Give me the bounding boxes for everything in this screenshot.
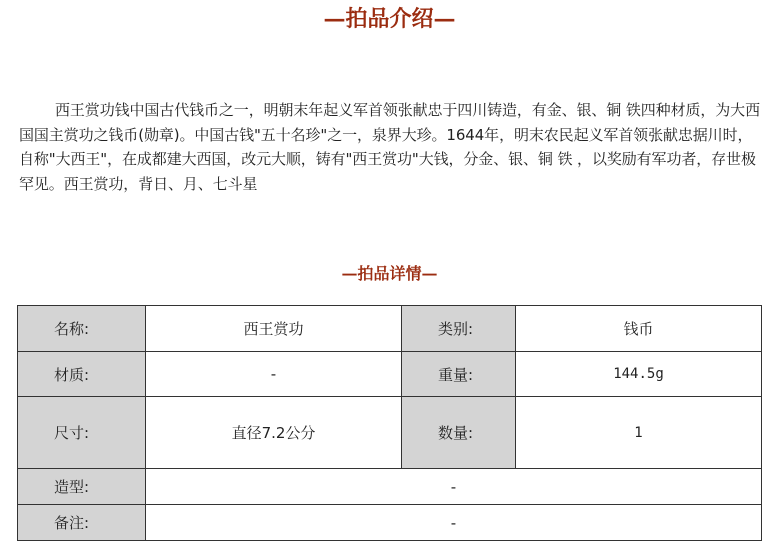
weight-label: 重量: [402, 352, 516, 397]
details-table [17, 305, 762, 541]
shape-label: 造型: [18, 469, 146, 505]
intro-section-title: —拍品介绍— [323, 6, 456, 32]
category-label: 类别: [402, 306, 516, 352]
size-value: 直径7.2公分 [146, 397, 402, 469]
detail-section-title: —拍品详情— [341, 264, 438, 283]
table-row [18, 352, 762, 397]
quantity-label: 数量: [402, 397, 516, 469]
quantity-value: 1 [516, 397, 762, 469]
size-label: 尺寸: [18, 397, 146, 469]
shape-value: - [146, 469, 762, 505]
remark-label: 备注: [18, 505, 146, 541]
name-label: 名称: [18, 306, 146, 352]
remark-value: - [146, 505, 762, 541]
weight-value: 144.5g [516, 352, 762, 397]
intro-paragraph: 西王赏功钱中国古代钱币之一，明朝末年起义军首领张献忠于四川铸造，有金、银、铜 铁四种材质，为大西国国主赏功之钱币(勋章)。中国古钱"五十名珍"之一，泉界大珍。1644年，明末农民起义军首领张献忠据川时，自称"大西王"，在成都建大西国，改元大顺，铸有"西王赏功"大钱，分金、银、铜 铁 ，以奖励有军功者，存世极罕见。西王赏功，背日、月、七斗星 [19, 101, 760, 193]
table-row [18, 505, 762, 541]
table-row [18, 469, 762, 505]
table-row [18, 306, 762, 352]
category-value: 钱币 [516, 306, 762, 352]
name-value: 西王赏功 [146, 306, 402, 352]
table-row [18, 397, 762, 469]
material-label: 材质: [18, 352, 146, 397]
material-value: - [146, 352, 402, 397]
